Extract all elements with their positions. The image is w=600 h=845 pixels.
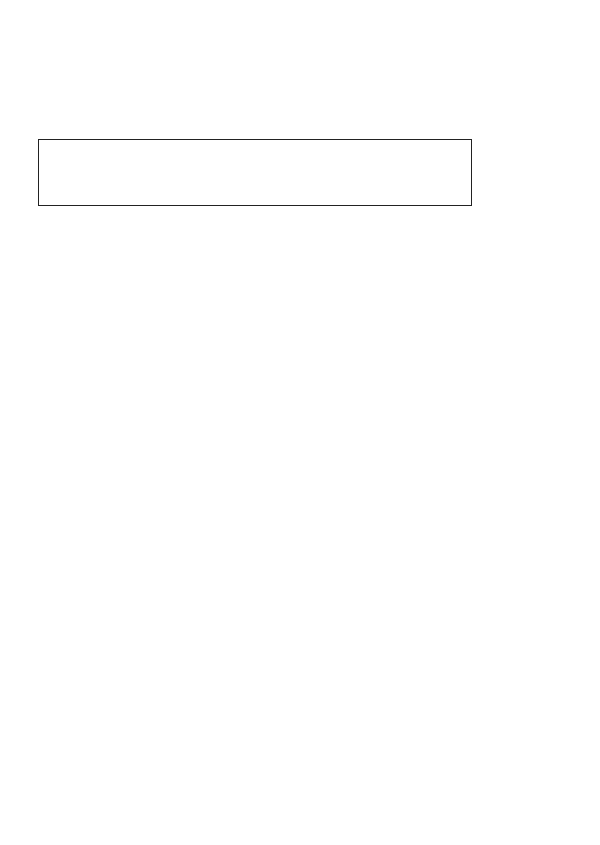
word-bank (38, 139, 472, 206)
